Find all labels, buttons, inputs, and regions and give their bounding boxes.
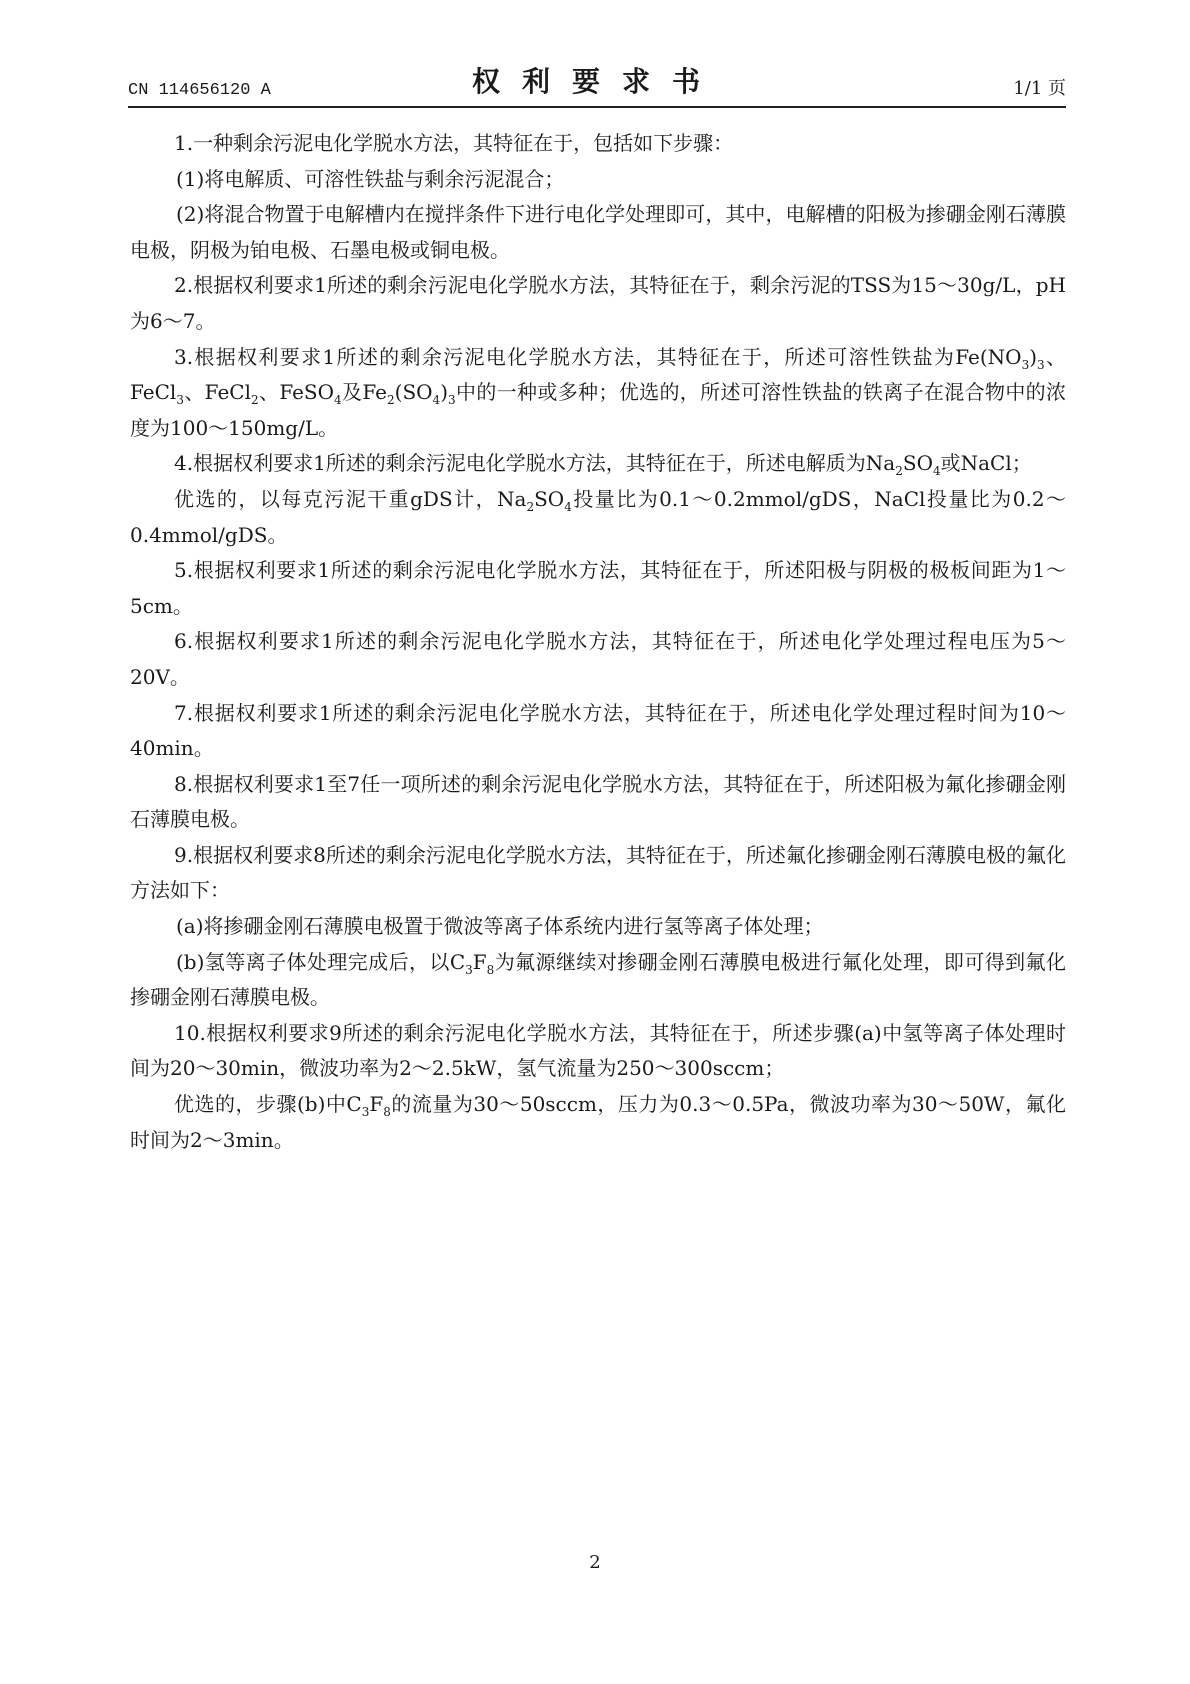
claim-5: 5.根据权利要求1所述的剩余污泥电化学脱水方法，其特征在于，所述阳极与阴极的极板间距为1～5cm。 xyxy=(130,558,1066,618)
claims-body xyxy=(130,126,1066,1158)
claim-6: 6.根据权利要求1所述的剩余污泥电化学脱水方法，其特征在于，所述电化学处理过程电压为5～20V。 xyxy=(130,629,1066,689)
claim-10: 10.根据权利要求9所述的剩余污泥电化学脱水方法，其特征在于，所述步骤(a)中氢等离子体处理时间为20～30min，微波功率为2～2.5kW，氢气流量为250～300sccm； xyxy=(130,1020,1066,1081)
claim-9: 9.根据权利要求8所述的剩余污泥电化学脱水方法，其特征在于，所述氟化掺硼金刚石薄膜电极的氟化方法如下： xyxy=(130,842,1066,903)
claim-9-step-b: (b)氢等离子体处理完成后，以$C_3F_8$为氟源继续对掺硼金刚石薄膜电极进行氟化处理，即可得到氟化掺硼金刚石薄膜电极。 xyxy=(130,949,1066,1010)
claim-1-step-2: (2)将混合物置于电解槽内在搅拌条件下进行电化学处理即可，其中，电解槽的阳极为掺硼金刚石薄膜电极，阴极为铂电极、石墨电极或铜电极。 xyxy=(130,202,1066,262)
page-number: 2 xyxy=(589,1552,601,1573)
claim-10-preferred: 优选的，步骤(b)中$C_3F_8$的流量为30～50sccm，压力为0.3～0.5Pa，微波功率为30～50W，氟化时间为2～3min。 xyxy=(130,1092,1066,1152)
page-header xyxy=(128,62,1066,108)
claim-8: 8.根据权利要求1至7任一项所述的剩余污泥电化学脱水方法，其特征在于，所述阳极为氟化掺硼金刚石薄膜电极。 xyxy=(130,771,1066,832)
claim-1: 1.一种剩余污泥电化学脱水方法，其特征在于，包括如下步骤： xyxy=(174,131,734,155)
claim-7: 7.根据权利要求1所述的剩余污泥电化学脱水方法，其特征在于，所述电化学处理过程时间为10～40min。 xyxy=(130,700,1066,761)
claim-3: 3.根据权利要求1所述的剩余污泥电化学脱水方法，其特征在于，所述可溶性铁盐为$Fe(NO_3)_3$、FeCl$_3$、FeCl$_2$、FeSO$_4$及$Fe_2(SO_4)_3$中的一种或多种；优选的，所述可溶性铁盐的铁离子在混合物中的浓度为100～150mg/L。 xyxy=(130,344,1067,440)
claim-9-step-a: (a)将掺硼金刚石薄膜电极置于微波等离子体系统内进行氢等离子体处理； xyxy=(176,914,824,939)
claim-4: 4.根据权利要求1所述的剩余污泥电化学脱水方法，其特征在于，所述电解质为$Na_2SO_4$或NaCl； xyxy=(174,451,1032,479)
document-title: 权利要求书 xyxy=(471,65,722,98)
claim-2: 2.根据权利要求1所述的剩余污泥电化学脱水方法，其特征在于，剩余污泥的TSS为15～30g/L，pH为6～7。 xyxy=(130,273,1066,333)
claim-1-step-1: (1)将电解质、可溶性铁盐与剩余污泥混合； xyxy=(176,166,565,191)
claim-4-preferred: 优选的，以每克污泥干重gDS计，$Na_2SO_4$投量比为0.1～0.2mmol/gDS，NaCl投量比为0.2～0.4mmol/gDS。 xyxy=(130,486,1067,547)
page-indicator: 1/1 页 xyxy=(1013,78,1066,99)
publication-number: CN 114656120 A xyxy=(128,81,271,100)
